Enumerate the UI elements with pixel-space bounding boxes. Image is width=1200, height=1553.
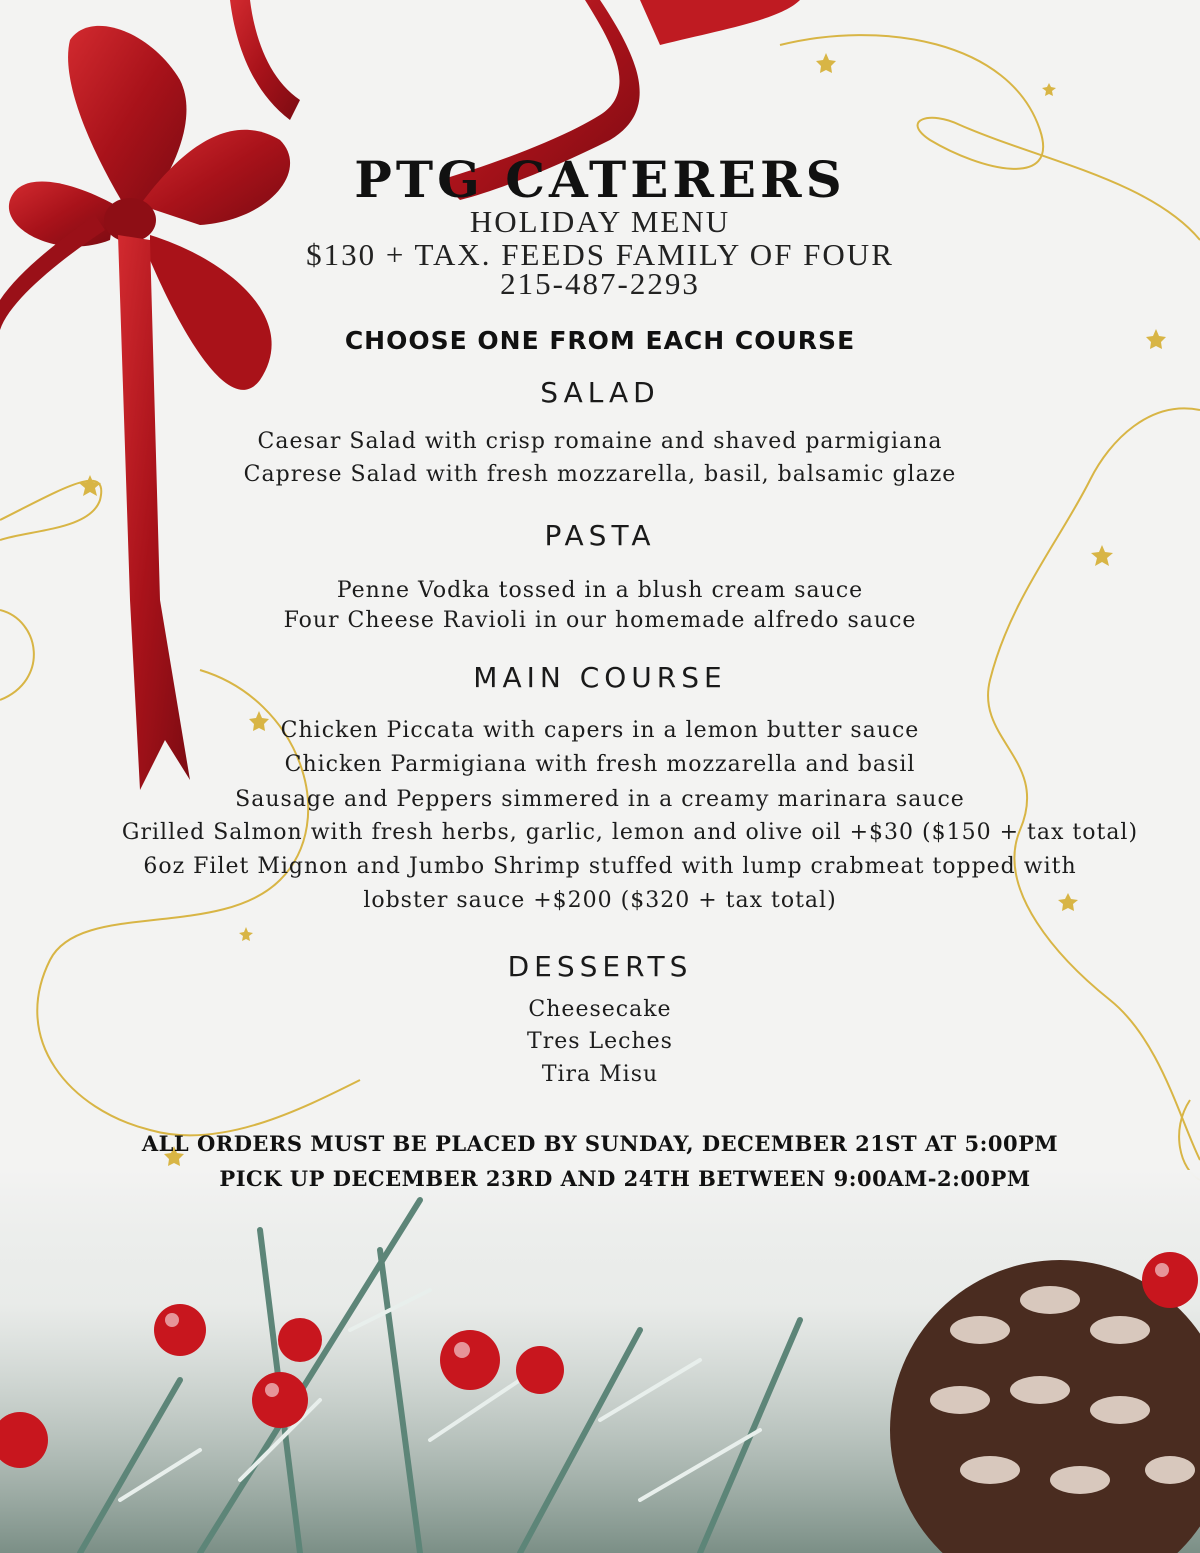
menu-item: Chicken Piccata with capers in a lemon butter sauce <box>280 718 920 743</box>
price-line: $130 + TAX. FEEDS FAMILY OF FOUR <box>306 237 894 272</box>
course-instruction: CHOOSE ONE FROM EACH COURSE <box>344 326 856 355</box>
menu-item: Tres Leches <box>527 1029 673 1054</box>
order-deadline-notice: ALL ORDERS MUST BE PLACED BY SUNDAY, DECEMBER 21ST AT 5:00PM <box>141 1131 1059 1156</box>
menu-item: Caprese Salad with fresh mozzarella, basil, balsamic glaze <box>243 462 957 487</box>
menu-item: Chicken Parmigiana with fresh mozzarella and basil <box>284 752 916 777</box>
menu-item: Cheesecake <box>528 997 672 1022</box>
menu-item: Grilled Salmon with fresh herbs, garlic, lemon and olive oil +$30 ($150 + tax total) <box>121 820 1139 845</box>
menu-item: Sausage and Peppers simmered in a creamy marinara sauce <box>235 787 965 812</box>
brand-title: PTG CATERERS <box>354 150 846 209</box>
menu-item: lobster sauce +$200 ($320 + tax total) <box>363 888 837 913</box>
section-heading-desserts: DESSERTS <box>507 950 693 983</box>
section-heading-salad: SALAD <box>540 376 660 409</box>
menu-item: Penne Vodka tossed in a blush cream sauce <box>336 578 864 603</box>
phone-number[interactable]: 215-487-2293 <box>500 266 700 301</box>
menu-item: Four Cheese Ravioli in our homemade alfredo sauce <box>283 608 917 633</box>
pickup-notice: PICK UP DECEMBER 23RD AND 24TH BETWEEN 9:00AM-2:00PM <box>219 1166 1031 1191</box>
menu-subtitle: HOLIDAY MENU <box>469 204 731 239</box>
menu-item: Caesar Salad with crisp romaine and shaved parmigiana <box>257 429 943 454</box>
menu-item: 6oz Filet Mignon and Jumbo Shrimp stuffed with lump crabmeat topped with <box>143 854 1077 879</box>
section-heading-pasta: PASTA <box>544 519 656 552</box>
section-heading-main-course: MAIN COURSE <box>473 661 727 694</box>
menu-item: Tira Misu <box>541 1062 659 1087</box>
